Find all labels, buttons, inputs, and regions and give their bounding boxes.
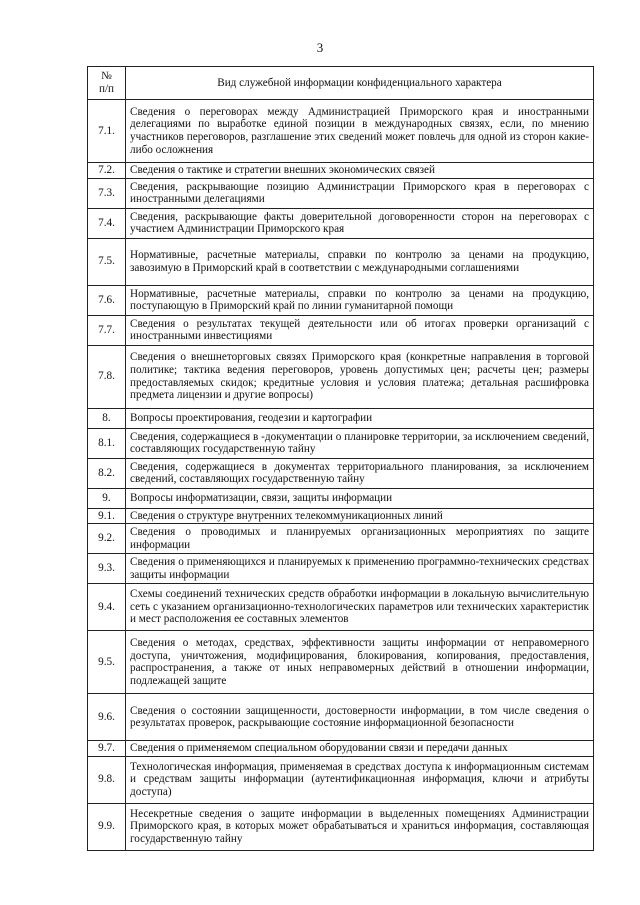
row-number: 7.2. — [88, 163, 126, 179]
row-number: 9.8. — [88, 756, 126, 803]
row-number: 9.3. — [88, 554, 126, 584]
row-number: 9.4. — [88, 584, 126, 631]
table-row — [88, 631, 594, 694]
row-number: 7.8. — [88, 345, 126, 408]
row-text: Сведения о методах, средствах, эффективности защиты информации от неправомерного доступа, уничтожения, модифицирования, блокирования, копирования, предоставления, распространения, а также от иных неправомерных действий в отношении информации, подлежащей защите — [126, 631, 594, 694]
table-row — [88, 428, 594, 458]
page-number: 3 — [316, 40, 324, 55]
table-row — [88, 508, 594, 524]
row-text: Нормативные, расчетные материалы, справки по контролю за ценами на продукцию, завозимую в Приморский край в соответствии с международными соглашениями — [126, 238, 594, 285]
table-row — [88, 584, 594, 631]
table-row — [88, 488, 594, 508]
row-number: 8. — [88, 408, 126, 428]
row-number: 9. — [88, 488, 126, 508]
table-row — [88, 163, 594, 179]
row-number: 9.5. — [88, 631, 126, 694]
header-info-type: Вид служебной информации конфиденциального характера — [126, 67, 594, 100]
table-row — [88, 803, 594, 850]
row-text: Сведения о тактике и стратегии внешних экономических связей — [126, 163, 594, 179]
row-text: Сведения, содержащиеся в документах территориального планирования, за исключением сведений, составляющих государственную тайну — [126, 458, 594, 488]
row-number: 8.1. — [88, 428, 126, 458]
table-row — [88, 741, 594, 757]
table-row — [88, 100, 594, 163]
table-row — [88, 756, 594, 803]
row-number: 7.7. — [88, 315, 126, 345]
header-number — [88, 67, 126, 100]
confidential-info-table — [87, 66, 594, 851]
header-number-label: № п/п — [98, 70, 115, 95]
row-number: 7.6. — [88, 285, 126, 315]
table-row — [88, 178, 594, 208]
table-row — [88, 694, 594, 741]
table-row — [88, 345, 594, 408]
table-row — [88, 524, 594, 554]
row-number: 9.1. — [88, 508, 126, 524]
row-number: 7.3. — [88, 178, 126, 208]
row-text: Сведения о применяющихся и планируемых к применению программно-технических средствах защиты информации — [126, 554, 594, 584]
row-text: Сведения о переговорах между Администрацией Приморского края и иностранными делегациями по выработке единой позиции в международных связях, если, по мнению участников переговоров, разглашение этих сведений может повлечь для одной из сторон какие-либо осложнения — [126, 100, 594, 163]
row-text: Сведения о результатах текущей деятельности или об итогах проверки организаций с иностранными инвестициями — [126, 315, 594, 345]
row-text: Сведения, раскрывающие позицию Администрации Приморского края в переговорах с иностранными делегациями — [126, 178, 594, 208]
row-number: 7.5. — [88, 238, 126, 285]
row-text: Сведения о состоянии защищенности, достоверности информации, в том числе сведения о результатах проверок, раскрывающие состояние информационной безопасности — [126, 694, 594, 741]
row-text: Сведения, раскрывающие факты доверительной договоренности сторон на переговорах с участием Администрации Приморского края — [126, 208, 594, 238]
row-number: 8.2. — [88, 458, 126, 488]
table-row — [88, 285, 594, 315]
row-number: 9.2. — [88, 524, 126, 554]
row-number: 7.1. — [88, 100, 126, 163]
row-number: 9.7. — [88, 741, 126, 757]
table-row — [88, 554, 594, 584]
row-text: Сведения о проводимых и планируемых организационных мероприятиях по защите информации — [126, 524, 594, 554]
row-number: 9.6. — [88, 694, 126, 741]
row-text: Нормативные, расчетные материалы, справки по контролю за ценами на продукцию, поступающую в Приморский край по линии гуманитарной помощи — [126, 285, 594, 315]
row-text: Сведения, содержащиеся в -документации о планировке территории, за исключением сведений, составляющих государственную тайну — [126, 428, 594, 458]
table-row — [88, 238, 594, 285]
table-row — [88, 408, 594, 428]
row-text: Схемы соединений технических средств обработки информации в локальную вычислительную сеть с указанием организационно-технологических параметров или технических характеристик и мест расположения ее составных элементов — [126, 584, 594, 631]
row-number: 7.4. — [88, 208, 126, 238]
row-number: 9.9. — [88, 803, 126, 850]
table-header-row — [88, 67, 594, 100]
row-text: Сведения о применяемом специальном оборудовании связи и передачи данных — [126, 741, 594, 757]
table-row — [88, 208, 594, 238]
row-text: Вопросы проектирования, геодезии и картографии — [126, 408, 594, 428]
table-row — [88, 458, 594, 488]
row-text: Технологическая информация, применяемая в средствах доступа к информационным системам и средствам защиты информации (аутентификационная информация, ключи и атрибуты доступа) — [126, 756, 594, 803]
table-row — [88, 315, 594, 345]
row-text: Сведения о структуре внутренних телекоммуникационных линий — [126, 508, 594, 524]
row-text: Сведения о внешнеторговых связях Приморского края (конкретные направления в торговой политике; тактика ведения переговоров, уровень допустимых цен; расчеты цен; размеры предоставляемых скидок; кредитные условия и условия платежа; детальная расшифровка предмета лицензии и другие вопросы) — [126, 345, 594, 408]
row-text: Вопросы информатизации, связи, защиты информации — [126, 488, 594, 508]
row-text: Несекретные сведения о защите информации в выделенных помещениях Администрации Приморского края, в которых может обрабатываться и храниться информация, составляющая государственную тайну — [126, 803, 594, 850]
